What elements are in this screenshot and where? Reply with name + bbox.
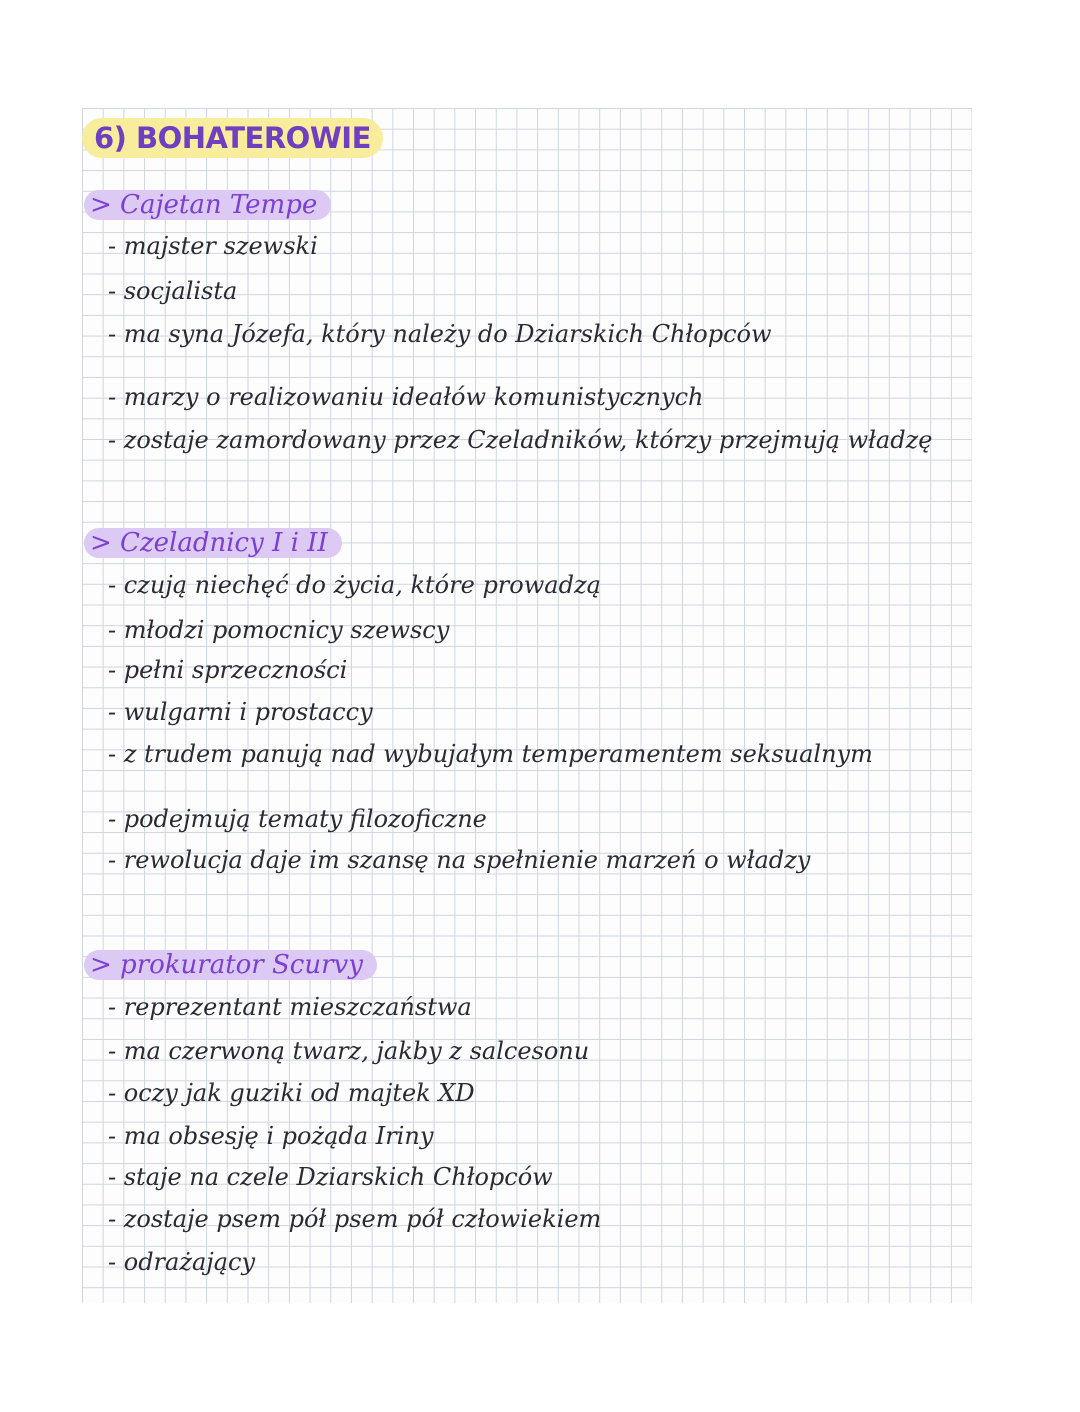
list-item: - rewolucja daje im szansę na spełnienie marzeń o władzy [108,846,811,874]
list-item: - podejmują tematy filozoficzne [108,805,487,833]
list-item: - młodzi pomocnicy szewscy [108,616,450,644]
list-item: - wulgarni i prostaccy [108,698,373,726]
list-item: - zostaje psem pół psem pół człowiekiem [108,1205,602,1233]
list-item: - staje na czele Dziarskich Chłopców [108,1163,553,1191]
list-item: - pełni sprzeczności [108,656,348,684]
list-item: - zostaje zamordowany przez Czeladników, którzy przejmują władzę [108,426,933,454]
list-item: - czują niechęć do życia, które prowadzą [108,571,601,599]
list-item: - z trudem panują nad wybujałym temperamentem seksualnym [108,740,873,768]
list-item: - ma czerwoną twarz, jakby z salcesonu [108,1037,590,1065]
list-item: - reprezentant mieszczaństwa [108,993,472,1021]
list-item: - ma obsesję i pożąda Iriny [108,1122,434,1150]
list-item: - ma syna Józefa, który należy do Dziarskich Chłopców [108,320,772,348]
section-heading-scurvy: > prokurator Scurvy [84,950,377,980]
page-title: 6) BOHATEROWIE [82,118,383,158]
list-item: - socjalista [108,277,238,305]
list-item: - majster szewski [108,232,318,260]
list-item: - odrażający [108,1248,256,1276]
list-item: - marzy o realizowaniu ideałów komunistycznych [108,383,704,411]
section-heading-tempe: > Cajetan Tempe [84,190,331,220]
section-heading-czeladnicy: > Czeladnicy I i II [84,528,342,558]
list-item: - oczy jak guziki od majtek XD [108,1079,475,1107]
